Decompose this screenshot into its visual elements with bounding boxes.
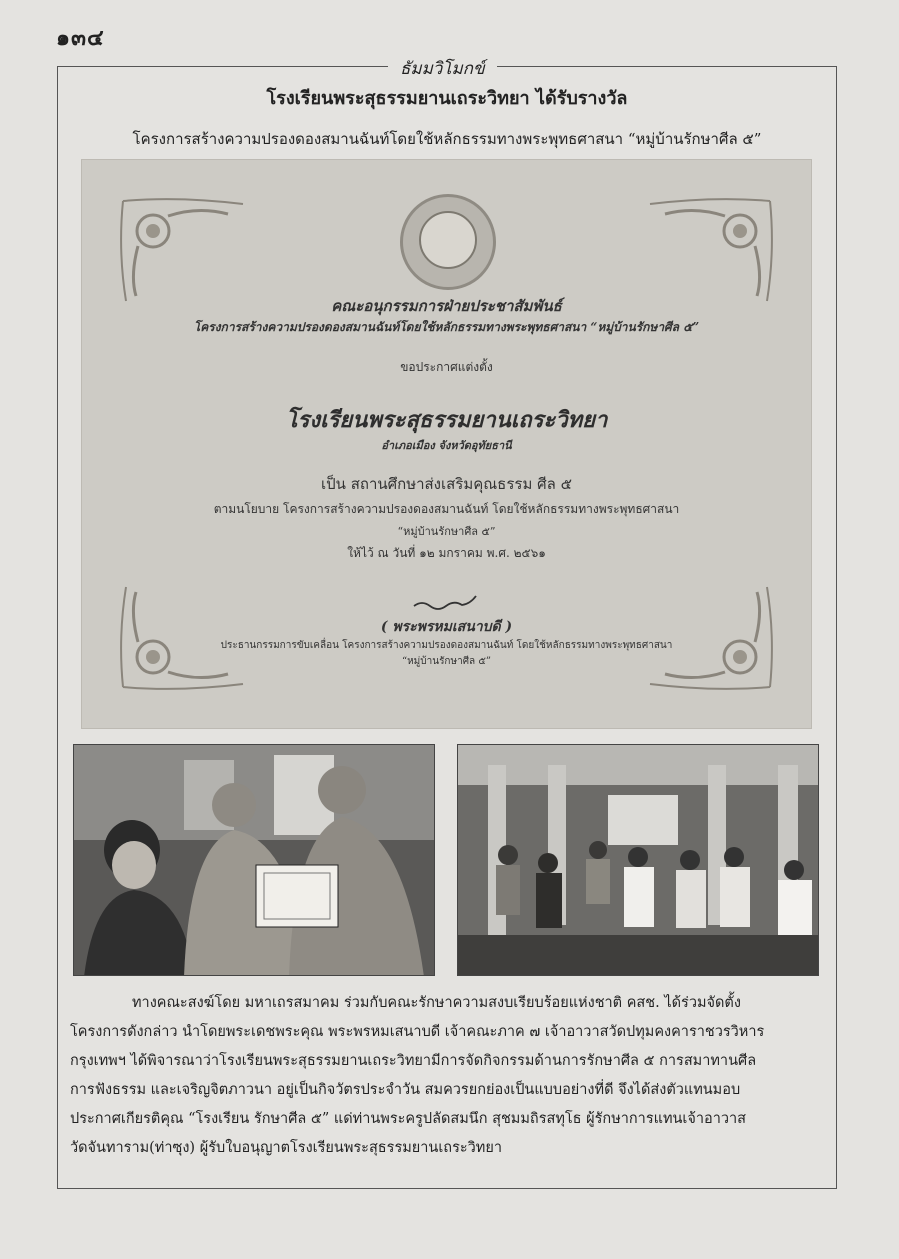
certificate-policy: ตามนโยบาย โครงการสร้างความปรองดองสมานฉันท์ โดยใช้หลักธรรมทางพระพุทธศาสนา <box>213 502 680 516</box>
seal-emblem-icon <box>400 194 496 290</box>
body-line: ประกาศเกียรติคุณ “โรงเรียน รักษาศีล ๕” แด่ท่านพระครูปลัดสมนึก สุชมมถิรสทุโธ ผู้รักษาการแทนเจ้าอาวาส <box>70 1111 747 1127</box>
article-body <box>70 989 824 1163</box>
certificate-chair-village: “หมู่บ้านรักษาศีล ๕” <box>401 656 492 667</box>
photo-certificate-handover <box>73 744 435 976</box>
article-subtitle: โครงการสร้างความปรองดองสมานฉันท์โดยใช้หลักธรรมทางพระพุทธศาสนา “หมู่บ้านรักษาศีล ๕” <box>132 130 762 148</box>
article-frame <box>57 59 837 1189</box>
certificate-signer: ( พระพรหมเสนาบดี ) <box>380 619 513 635</box>
corner-ornament-icon <box>645 196 775 306</box>
article-title: โรงเรียนพระสุธรรมยานเถระวิทยา ได้รับรางวัล <box>266 88 628 109</box>
column-header: ธัมมวิโมกข์ <box>388 55 497 82</box>
certificate-announce: ขอประกาศแต่งตั้ง <box>400 360 493 374</box>
photo-group <box>457 744 819 976</box>
body-line: กรุงเทพฯ ได้พิจารณาว่าโรงเรียนพระสุธรรมยานเถระวิทยามีการจัดกิจกรรมด้านการรักษาศีล ๕ การสมาทานศีล <box>70 1053 757 1069</box>
body-line: การฟังธรรม และเจริญจิตภาวนา อยู่เป็นกิจวัตรประจำวัน สมควรยกย่องเป็นแบบอย่างที่ดี จึงได้ส่งตัวแทนมอบ <box>70 1082 741 1098</box>
corner-ornament-icon <box>118 196 248 306</box>
certificate-district: อำเภอเมือง จังหวัดอุทัยธานี <box>381 439 512 452</box>
certificate-school-name: โรงเรียนพระสุธรรมยานเถระวิทยา <box>285 407 608 433</box>
body-line: วัดจันทาราม(ท่าซุง) ผู้รับใบอนุญาตโรงเรียนพระสุธรรมยานเถระวิทยา <box>70 1140 502 1156</box>
page-number: ๑๓๔ <box>56 25 105 51</box>
body-line: โครงการดังกล่าว นำโดยพระเดชพระคุณ พระพรหมเสนาบดี เจ้าคณะภาค ๗ เจ้าอาวาสวัดปทุมคงคาราชวรวิหาร <box>70 1024 765 1040</box>
certificate-image <box>81 159 812 729</box>
certificate-committee: คณะอนุกรรมการฝ่ายประชาสัมพันธ์ <box>331 297 562 315</box>
certificate-village: “หมู่บ้านรักษาศีล ๕” <box>397 525 496 538</box>
body-line: ทางคณะสงฆ์โดย มหาเถรสมาคม ร่วมกับคณะรักษาความสงบเรียบร้อยแห่งชาติ คสช. ได้ร่วมจัดตั้ง <box>132 995 741 1011</box>
signature-icon <box>412 592 482 614</box>
certificate-designation: เป็น สถานศึกษาส่งเสริมคุณธรรม ศีล ๕ <box>321 475 572 493</box>
certificate-chair-title: ประธานกรรมการขับเคลื่อน โครงการสร้างความปรองดองสมานฉันท์ โดยใช้หลักธรรมทางพระพุทธศาสนา <box>220 640 673 651</box>
certificate-date: ให้ไว้ ณ วันที่ ๑๒ มกราคม พ.ศ. ๒๕๖๑ <box>347 546 546 560</box>
certificate-project: โครงการสร้างความปรองดองสมานฉันท์โดยใช้หลักธรรมทางพระพุทธศาสนา “หมู่บ้านรักษาศีล ๕” <box>193 320 700 334</box>
